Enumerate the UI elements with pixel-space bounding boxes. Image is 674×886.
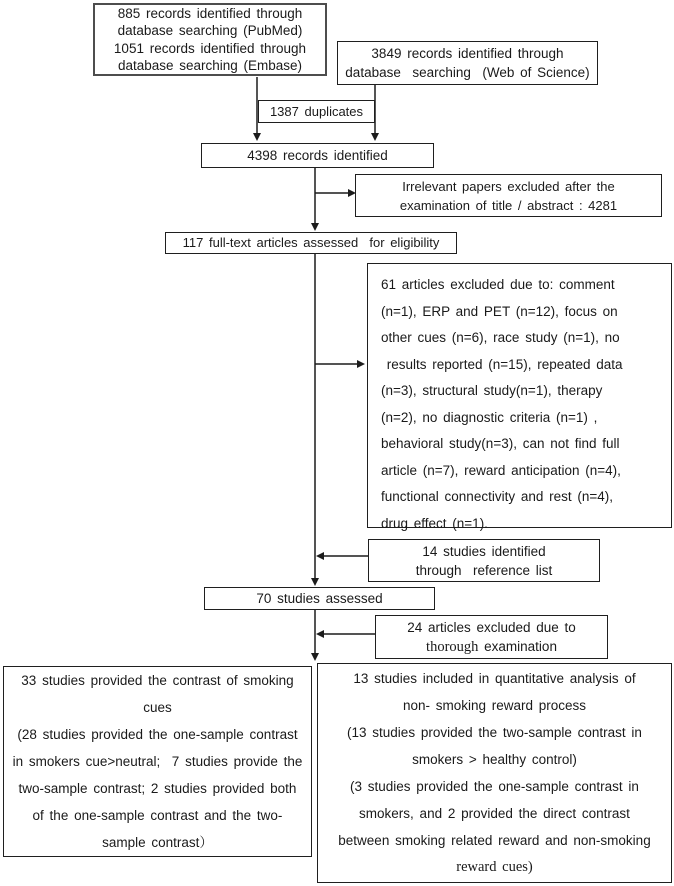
nonsmoking-reward-last-line: reward cues): [456, 859, 533, 875]
arrow-branch-irrelevant: [315, 189, 356, 197]
box-reference-list: 14 studies identified through reference list: [368, 539, 600, 582]
box-records-pubmed-embase: 885 records identified through database searching (PubMed) 1051 records identified through database searching (Embase): [93, 3, 327, 76]
box-records-identified: [201, 143, 434, 168]
excluded-24-line1: 24 articles excluded due to: [407, 619, 576, 635]
box-studies-assessed: [204, 587, 435, 610]
fulltext-eligibility-label: 117 full-text articles assessed for eligibility: [182, 235, 440, 250]
box-records-web-of-science: 3849 records identified through database searching (Web of Science): [337, 41, 598, 85]
arrow-fulltext-to-assessed: [311, 253, 319, 586]
arrow-assessed-to-final: [311, 610, 319, 661]
arrow-records-to-fulltext: [311, 168, 319, 231]
box-fulltext-eligibility: [165, 232, 457, 254]
box-irrelevant-excluded: Irrelevant papers excluded after the examination of title / abstract : 4281: [355, 174, 662, 217]
box-excluded-24: [375, 615, 608, 659]
box-duplicates: [258, 100, 375, 123]
excluded-24-line2: thorough examination: [426, 638, 557, 655]
records-identified-label: 4398 records identified: [247, 147, 388, 163]
box-nonsmoking-reward-result: [317, 663, 672, 883]
nonsmoking-reward-lines: 13 studies included in quantitative analysis of non- smoking reward process (13 studies provided the two-sample contrast in smokers > healthy control) (3 studies provided the one-sample contrast in smokers, and 2 provided the direct contrast between smoking related reward and non-smoking: [338, 671, 651, 848]
arrow-excluded24-in: [316, 630, 375, 638]
box-smoking-cues-result: 33 studies provided the contrast of smoking cues (28 studies provided the one-sample contrast in smokers cue>neutral; 7 studies provide the two-sample contrast; 2 studies provided both of the one-sample contrast and the two- sample contrast）: [3, 666, 312, 857]
studies-assessed-label: 70 studies assessed: [256, 590, 383, 606]
box-excluded-61: 61 articles excluded due to: comment (n=1), ERP and PET (n=12), focus on other cues (n=6), race study (n=1), no results reported (n=15), repeated data (n=3), structural study(n=1), therapy (n=2), no diagnostic criteria (n=1) , behavioral study(n=3), can not find full article (n=7), reward anticipation (n=4), functional connectivity and rest (n=4), drug effect (n=1).: [367, 263, 672, 528]
arrow-branch-excluded61: [315, 360, 365, 368]
duplicates-label: 1387 duplicates: [269, 103, 364, 119]
arrow-reference-list-in: [316, 552, 368, 560]
